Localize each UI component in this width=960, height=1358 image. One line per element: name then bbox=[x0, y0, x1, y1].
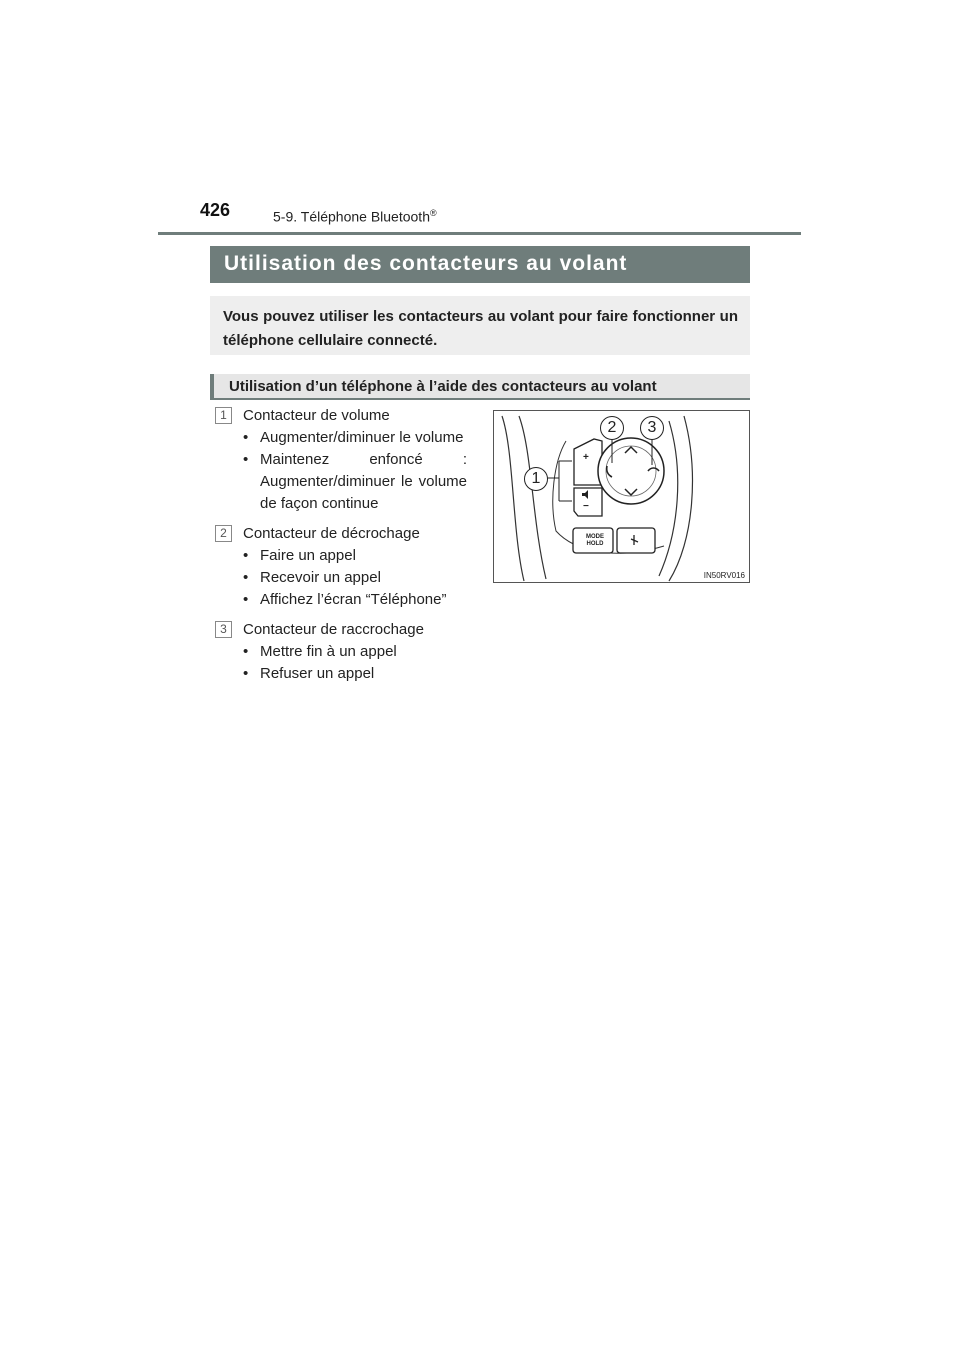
section-title-text: 5-9. Téléphone Bluetooth bbox=[273, 208, 430, 225]
section-title bbox=[273, 208, 437, 225]
item-number-box: 1 bbox=[215, 407, 232, 424]
item-list bbox=[215, 405, 467, 693]
sub-heading: Utilisation d’un téléphone à l’aide des contacteurs au volant bbox=[210, 374, 750, 400]
item-bullet: • Faire un appel bbox=[243, 545, 467, 567]
item-number-box: 3 bbox=[215, 621, 232, 638]
wheel-spoke-outline bbox=[502, 416, 524, 581]
minus-label: − bbox=[583, 501, 589, 512]
item-bullet: • Maintenez enfoncé : Augmenter/diminuer le volume de façon continue bbox=[243, 449, 467, 515]
figure-code: IN50RV016 bbox=[703, 571, 745, 580]
registered-mark: ® bbox=[429, 208, 437, 218]
main-heading: Utilisation des contacteurs au volant bbox=[210, 246, 750, 283]
list-item bbox=[215, 405, 467, 515]
wheel-spoke-inner bbox=[519, 416, 546, 579]
steering-switch-illustration bbox=[494, 411, 751, 584]
item-title: Contacteur de volume bbox=[243, 407, 390, 424]
item-number-box: 2 bbox=[215, 525, 232, 542]
item-bullet: • Mettre fin à un appel bbox=[243, 641, 467, 663]
item-bullet: • Recevoir un appel bbox=[243, 567, 467, 589]
item-title: Contacteur de décrochage bbox=[243, 525, 420, 542]
item-bullet: • Affichez l’écran “Téléphone” bbox=[243, 589, 467, 611]
item-bullet: • Augmenter/diminuer le volume bbox=[243, 427, 467, 449]
callout-3: 3 bbox=[640, 416, 664, 440]
mode-label: MODE bbox=[586, 534, 604, 540]
wheel-rim-right bbox=[669, 416, 692, 581]
wheel-rim-right-inner bbox=[659, 421, 678, 576]
page-number: 426 bbox=[200, 200, 231, 220]
steering-switch-figure bbox=[493, 410, 750, 583]
item-bullet: • Refuser un appel bbox=[243, 663, 467, 685]
hold-label: HOLD bbox=[586, 541, 604, 547]
plus-label: + bbox=[583, 452, 589, 463]
list-item bbox=[215, 619, 467, 685]
item-title: Contacteur de raccrochage bbox=[243, 621, 424, 638]
callout-1: 1 bbox=[524, 467, 548, 491]
callout-2: 2 bbox=[600, 416, 624, 440]
list-item bbox=[215, 523, 467, 611]
header-rule bbox=[158, 232, 801, 235]
intro-box: Vous pouvez utiliser les contacteurs au volant pour faire fonctionner un téléphone cellulaire connecté. bbox=[210, 296, 750, 355]
